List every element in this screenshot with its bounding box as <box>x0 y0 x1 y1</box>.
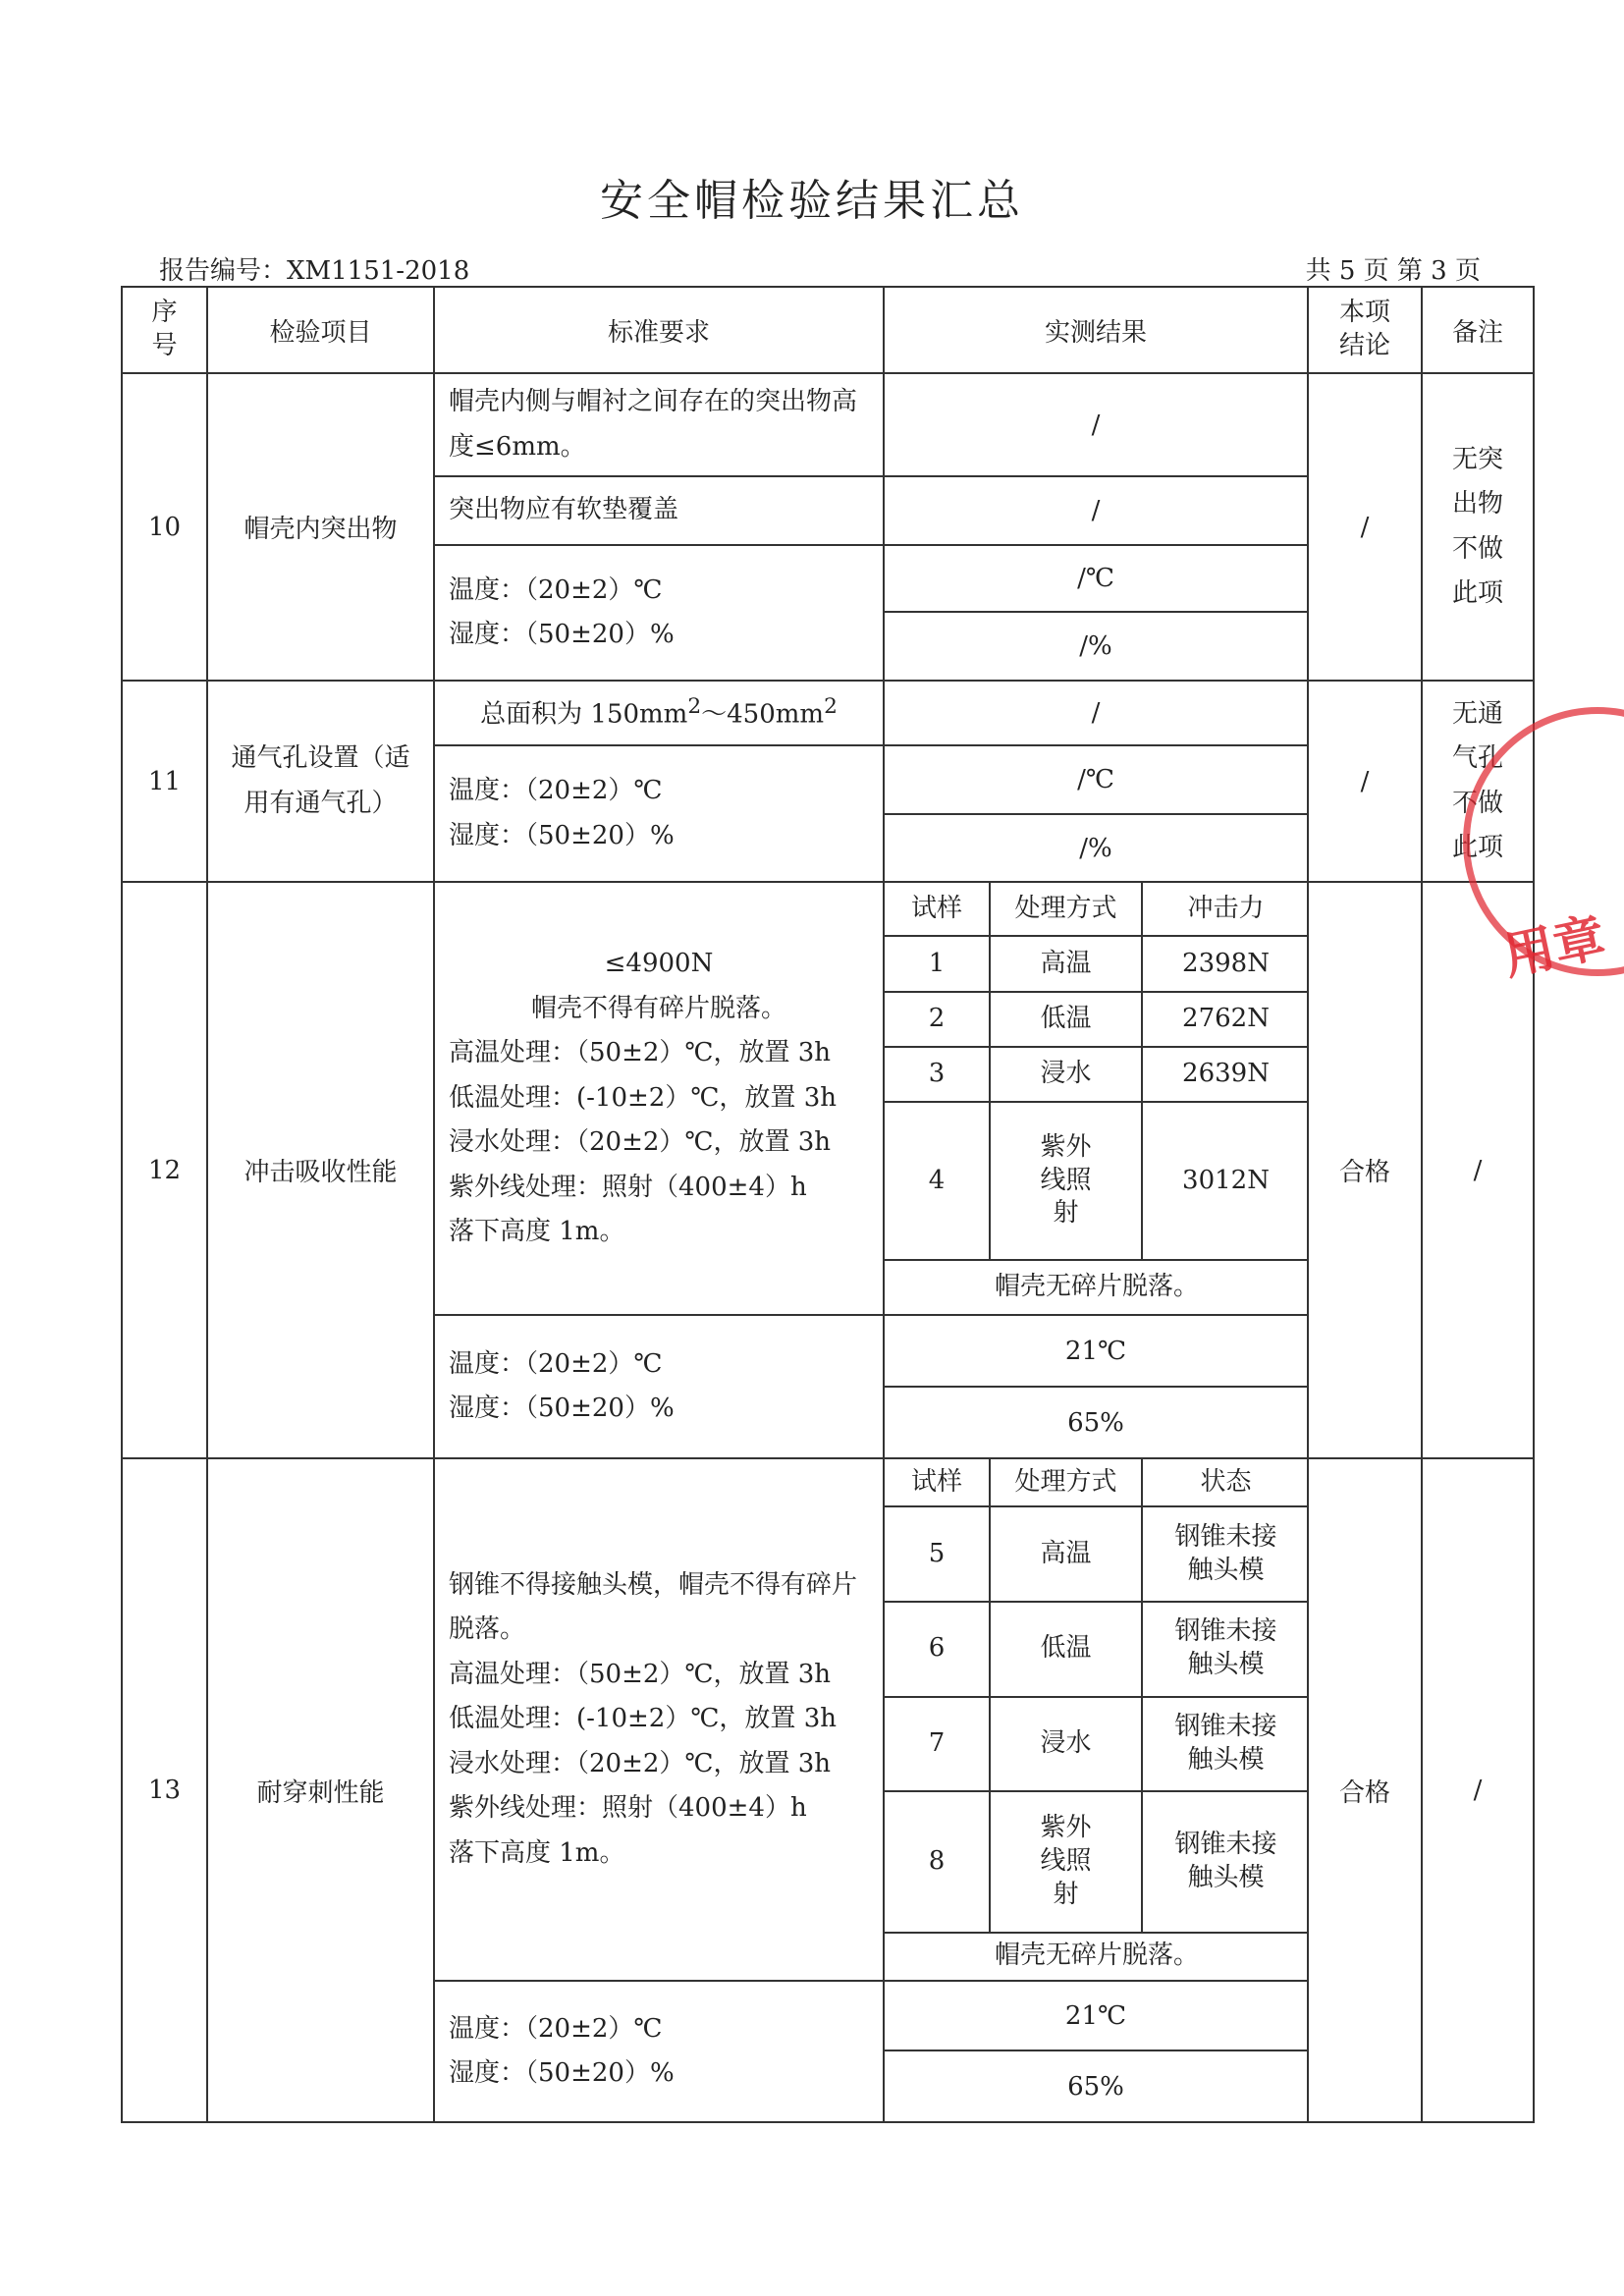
row13-env-temp: 温度：（20±2）℃ <box>449 2013 663 2044</box>
sub-header-method: 处理方式 <box>990 883 1142 936</box>
sample-no: 2 <box>885 992 990 1047</box>
table-row <box>122 1458 1534 1981</box>
row13-std-line: 浸水处理：（20±2）℃，放置 3h <box>449 1748 832 1778</box>
row12-result-temp: 21℃ <box>884 1315 1308 1387</box>
row12-seq: 12 <box>122 882 207 1458</box>
row12-item: 冲击吸收性能 <box>207 882 434 1458</box>
row13-item: 耐穿刺性能 <box>207 1458 434 2122</box>
sample-no: 7 <box>885 1697 990 1792</box>
row11-env-temp: 温度：（20±2）℃ <box>449 776 663 805</box>
sample-method: 高温 <box>990 936 1142 991</box>
sample-value: 2398N <box>1142 936 1309 991</box>
sample-no: 1 <box>885 936 990 991</box>
row12-result-hum: 65% <box>884 1387 1308 1458</box>
row10-result-2: / <box>884 476 1308 545</box>
row12-env-hum: 湿度：（50±20）% <box>449 1394 675 1423</box>
sample-method: 浸水 <box>990 1697 1142 1792</box>
row13-seq: 13 <box>122 1458 207 2122</box>
sample-method: 高温 <box>990 1506 1142 1602</box>
row12-std-line: 低温处理：(-10±2）℃，放置 3h <box>449 1082 837 1113</box>
sample-row <box>885 1697 1309 1792</box>
row13-conclusion: 合格 <box>1308 1458 1422 2122</box>
row10-standard-2: 突出物应有软垫覆盖 <box>434 476 884 545</box>
sample-row <box>885 1791 1309 1933</box>
table-row <box>122 681 1534 745</box>
sample-no: 5 <box>885 1506 990 1602</box>
row12-summary: 帽壳无碎片脱落。 <box>885 1260 1309 1314</box>
page-indicator: 共 5 页 第 3 页 <box>1305 256 1481 286</box>
row10-environment <box>434 545 884 681</box>
sample-state: 钢锥未接触头模 <box>1142 1506 1309 1602</box>
row11-std-sup-2: 2 <box>824 693 838 719</box>
sub-header-row <box>885 883 1309 936</box>
summary-row <box>885 1260 1309 1314</box>
header-standard: 标准要求 <box>434 287 884 373</box>
row11-remark: 无通气孔不做此项 <box>1422 681 1534 882</box>
row12-conclusion: 合格 <box>1308 882 1422 1458</box>
sub-header-method: 处理方式 <box>990 1459 1142 1506</box>
row10-remark: 无突出物不做此项 <box>1422 373 1534 681</box>
row12-std-line: 高温处理：（50±2）℃，放置 3h <box>449 1038 832 1068</box>
row10-conclusion: / <box>1308 373 1422 681</box>
row13-result-temp: 21℃ <box>884 1981 1308 2050</box>
row11-std-text: 总面积为 150mm <box>480 699 688 730</box>
row13-result-hum: 65% <box>884 2050 1308 2122</box>
sample-no: 8 <box>885 1791 990 1933</box>
sample-row <box>885 1102 1309 1261</box>
sample-no: 3 <box>885 1047 990 1102</box>
header-conclusion: 本项结论 <box>1308 287 1422 373</box>
row10-result-temp: /℃ <box>884 545 1308 612</box>
row13-std-line: 低温处理：(-10±2）℃，放置 3h <box>449 1704 837 1734</box>
row11-std-sup-1: 2 <box>687 693 702 719</box>
puncture-sample-table <box>885 1459 1309 1980</box>
sample-method: 紫外线照射 <box>990 1791 1142 1933</box>
sample-state: 钢锥未接触头模 <box>1142 1602 1309 1697</box>
row12-std-line: 紫外线处理：照射（400±4）h <box>449 1172 807 1202</box>
row12-remark: / <box>1422 882 1534 1458</box>
row13-result-block <box>884 1458 1308 1981</box>
row10-seq: 10 <box>122 373 207 681</box>
row11-result-hum: /% <box>884 814 1308 882</box>
row12-std-line: ≤4900N <box>604 949 714 979</box>
row11-seq: 11 <box>122 681 207 882</box>
page-title: 安全帽检验结果汇总 <box>600 176 1024 226</box>
row13-env-hum: 湿度：（50±20）% <box>449 2058 675 2088</box>
table-header-row <box>122 287 1534 373</box>
sample-method: 低温 <box>990 1602 1142 1697</box>
sub-header-state: 状态 <box>1142 1459 1309 1506</box>
header-result: 实测结果 <box>884 287 1308 373</box>
row11-standard-1 <box>434 681 884 745</box>
row10-result-1: / <box>884 373 1308 476</box>
report-number: 报告编号：XM1151-2018 <box>159 256 470 286</box>
sample-row <box>885 992 1309 1047</box>
sample-state: 钢锥未接触头模 <box>1142 1697 1309 1792</box>
row10-env-temp: 温度：（20±2）℃ <box>449 574 663 605</box>
row11-result-temp: /℃ <box>884 745 1308 814</box>
sample-value: 2762N <box>1142 992 1309 1047</box>
row11-conclusion: / <box>1308 681 1422 882</box>
row13-std-line: 紫外线处理：照射（400±4）h <box>449 1793 807 1824</box>
sample-row <box>885 1047 1309 1102</box>
row11-std-mid: ～450mm <box>701 699 825 730</box>
sample-state: 钢锥未接触头模 <box>1142 1791 1309 1933</box>
sample-method: 紫外线照射 <box>990 1102 1142 1261</box>
row13-standard <box>434 1458 884 1981</box>
row13-std-line: 落下高度 1m。 <box>449 1837 625 1868</box>
sub-header-value: 冲击力 <box>1142 883 1309 936</box>
row13-std-line: 高温处理：（50±2）℃，放置 3h <box>449 1659 832 1689</box>
row10-standard-1: 帽壳内侧与帽衬之间存在的突出物高度≤6mm。 <box>434 373 884 476</box>
row12-std-line: 帽壳不得有碎片脱落。 <box>530 993 786 1023</box>
sample-method: 低温 <box>990 992 1142 1047</box>
row12-standard <box>434 882 884 1315</box>
sample-no: 6 <box>885 1602 990 1697</box>
summary-row <box>885 1933 1309 1980</box>
header-item: 检验项目 <box>207 287 434 373</box>
row13-environment <box>434 1981 884 2122</box>
sample-method: 浸水 <box>990 1047 1142 1102</box>
sample-row <box>885 1506 1309 1602</box>
official-stamp-text: 用章 <box>1498 907 1611 988</box>
table-row <box>122 373 1534 476</box>
row12-environment <box>434 1315 884 1458</box>
table-row <box>122 882 1534 1315</box>
row11-environment <box>434 745 884 882</box>
row11-env-hum: 湿度：（50±20）% <box>449 820 675 850</box>
row10-item: 帽壳内突出物 <box>207 373 434 681</box>
row12-result-block <box>884 882 1308 1315</box>
row12-std-line: 浸水处理：（20±2）℃，放置 3h <box>449 1127 832 1158</box>
header-remark: 备注 <box>1422 287 1534 373</box>
row12-env-temp: 温度：（20±2）℃ <box>449 1348 663 1379</box>
sample-row <box>885 936 1309 991</box>
sub-header-row <box>885 1459 1309 1506</box>
row10-env-hum: 湿度：（50±20）% <box>449 620 675 649</box>
row11-item: 通气孔设置（适用有通气孔） <box>207 681 434 882</box>
results-table <box>121 286 1535 2123</box>
row13-std-text: 钢锥不得接触头模，帽壳不得有碎片脱落。 <box>449 1569 858 1645</box>
row11-result-1: / <box>884 681 1308 745</box>
sub-header-sample: 试样 <box>885 883 990 936</box>
sample-value: 2639N <box>1142 1047 1309 1102</box>
header-seq: 序号 <box>122 287 207 373</box>
sample-value: 3012N <box>1142 1102 1309 1261</box>
sample-no: 4 <box>885 1102 990 1261</box>
impact-sample-table <box>885 883 1309 1314</box>
sample-row <box>885 1602 1309 1697</box>
sub-header-sample: 试样 <box>885 1459 990 1506</box>
row12-std-line: 落下高度 1m。 <box>449 1217 625 1247</box>
row13-summary: 帽壳无碎片脱落。 <box>885 1933 1309 1980</box>
row10-result-hum: /% <box>884 612 1308 681</box>
row13-remark: / <box>1422 1458 1534 2122</box>
